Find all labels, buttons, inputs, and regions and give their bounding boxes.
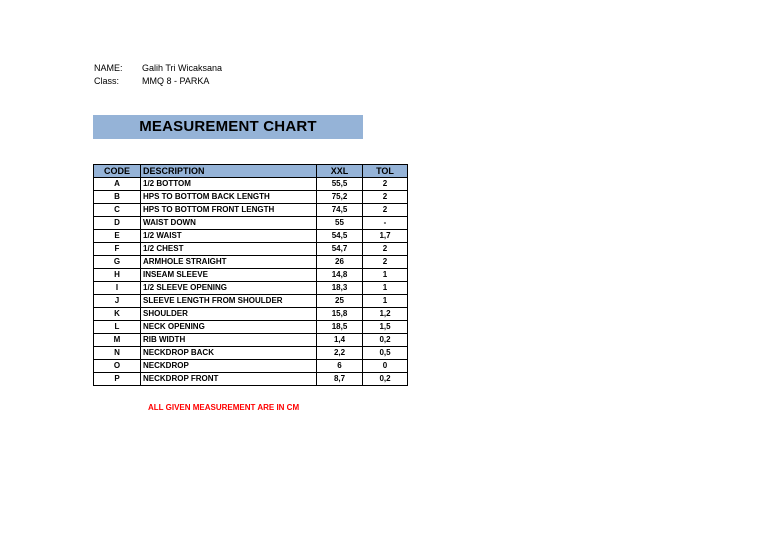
cell-code: M [94, 334, 141, 347]
table-row [94, 191, 408, 204]
table-row [94, 217, 408, 230]
cell-code: O [94, 360, 141, 373]
cell-code: K [94, 308, 141, 321]
cell-xxl: 55,5 [317, 178, 363, 191]
cell-tol: 1,5 [363, 321, 408, 334]
cell-code: H [94, 269, 141, 282]
table-row [94, 347, 408, 360]
cell-tol: 1 [363, 269, 408, 282]
cell-description: 1/2 CHEST [141, 243, 317, 256]
cell-xxl: 8,7 [317, 373, 363, 386]
cell-description: NECKDROP [141, 360, 317, 373]
cell-description: SLEEVE LENGTH FROM SHOULDER [141, 295, 317, 308]
cell-description: 1/2 WAIST [141, 230, 317, 243]
cell-code: A [94, 178, 141, 191]
page-title: MEASUREMENT CHART [93, 115, 363, 139]
cell-xxl: 18,3 [317, 282, 363, 295]
cell-code: C [94, 204, 141, 217]
name-value: Galih Tri Wicaksana [142, 63, 223, 73]
cell-description: HPS TO BOTTOM FRONT LENGTH [141, 204, 317, 217]
cell-description: INSEAM SLEEVE [141, 269, 317, 282]
table-row [94, 178, 408, 191]
cell-tol: 0,2 [363, 334, 408, 347]
measurement-table [93, 164, 408, 386]
cell-xxl: 2,2 [317, 347, 363, 360]
cell-code: N [94, 347, 141, 360]
cell-description: 1/2 SLEEVE OPENING [141, 282, 317, 295]
cell-tol: 2 [363, 256, 408, 269]
table-row [94, 295, 408, 308]
cell-xxl: 1,4 [317, 334, 363, 347]
cell-xxl: 54,5 [317, 230, 363, 243]
cell-xxl: 25 [317, 295, 363, 308]
cell-tol: 1 [363, 295, 408, 308]
cell-code: L [94, 321, 141, 334]
cell-xxl: 74,5 [317, 204, 363, 217]
cell-code: P [94, 373, 141, 386]
cell-description: NECK OPENING [141, 321, 317, 334]
table-row [94, 308, 408, 321]
cell-xxl: 75,2 [317, 191, 363, 204]
cell-xxl: 14,8 [317, 269, 363, 282]
cell-description: ARMHOLE STRAIGHT [141, 256, 317, 269]
cell-tol: 1,2 [363, 308, 408, 321]
units-note: ALL GIVEN MEASUREMENT ARE IN CM [148, 403, 300, 412]
cell-description: WAIST DOWN [141, 217, 317, 230]
table-body [94, 178, 408, 386]
table-row [94, 204, 408, 217]
cell-xxl: 54,7 [317, 243, 363, 256]
cell-tol: 2 [363, 191, 408, 204]
table-row [94, 282, 408, 295]
cell-tol: 2 [363, 178, 408, 191]
cell-xxl: 18,5 [317, 321, 363, 334]
cell-tol: 0,5 [363, 347, 408, 360]
class-label: Class: [94, 76, 120, 86]
cell-code: J [94, 295, 141, 308]
header-xxl: XXL [317, 165, 363, 178]
cell-description: HPS TO BOTTOM BACK LENGTH [141, 191, 317, 204]
table-row [94, 334, 408, 347]
cell-tol: 2 [363, 243, 408, 256]
cell-tol: 1,7 [363, 230, 408, 243]
cell-xxl: 6 [317, 360, 363, 373]
table-row [94, 230, 408, 243]
cell-tol: 1 [363, 282, 408, 295]
cell-code: I [94, 282, 141, 295]
cell-code: F [94, 243, 141, 256]
cell-tol: 0 [363, 360, 408, 373]
table-header-row [94, 165, 408, 178]
cell-description: RIB WIDTH [141, 334, 317, 347]
table-row [94, 269, 408, 282]
table-row [94, 373, 408, 386]
cell-xxl: 55 [317, 217, 363, 230]
cell-code: D [94, 217, 141, 230]
table-row [94, 243, 408, 256]
cell-code: B [94, 191, 141, 204]
cell-description: 1/2 BOTTOM [141, 178, 317, 191]
cell-tol: - [363, 217, 408, 230]
table-row [94, 321, 408, 334]
name-label: NAME: [94, 63, 123, 73]
table-row [94, 256, 408, 269]
cell-tol: 0,2 [363, 373, 408, 386]
cell-xxl: 15,8 [317, 308, 363, 321]
header-code: CODE [94, 165, 141, 178]
cell-xxl: 26 [317, 256, 363, 269]
cell-code: E [94, 230, 141, 243]
cell-description: SHOULDER [141, 308, 317, 321]
cell-description: NECKDROP FRONT [141, 373, 317, 386]
cell-description: NECKDROP BACK [141, 347, 317, 360]
header-description: DESCRIPTION [141, 165, 317, 178]
cell-tol: 2 [363, 204, 408, 217]
header-tol: TOL [363, 165, 408, 178]
class-value: MMQ 8 - PARKA [142, 76, 210, 86]
table-row [94, 360, 408, 373]
cell-code: G [94, 256, 141, 269]
